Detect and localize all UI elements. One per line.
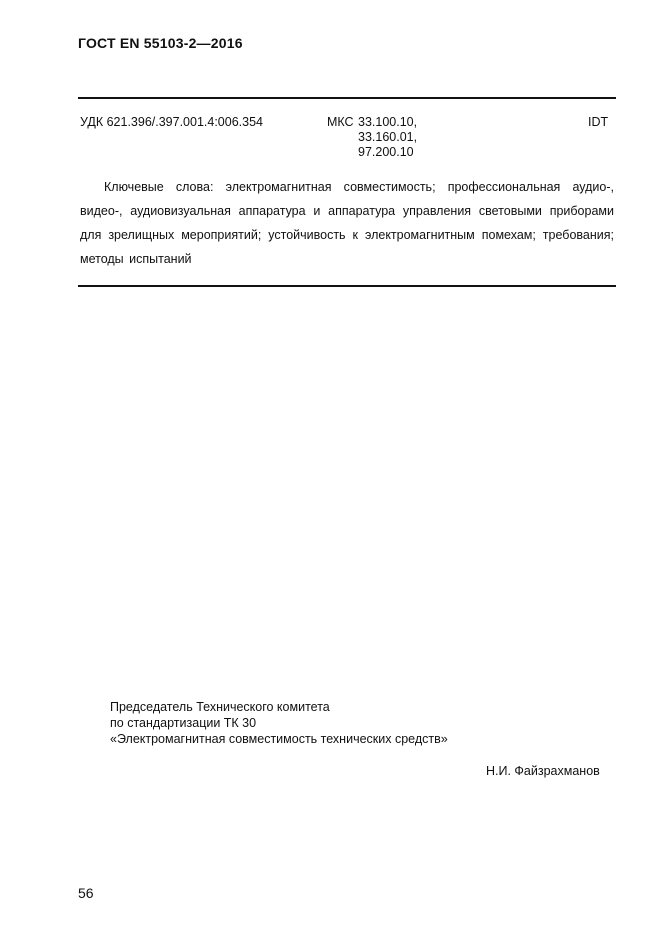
top-divider: [78, 97, 616, 99]
chair-committee-name-line: «Электромагнитная совместимость технических средств»: [110, 732, 448, 746]
bottom-divider: [78, 285, 616, 287]
committee-chair-block: [110, 699, 448, 747]
mks-code: 97.200.10: [358, 145, 414, 159]
mks-codes: [358, 115, 417, 160]
mks-code: 33.100.10,: [358, 115, 418, 129]
chair-title-line: Председатель Технического комитета: [110, 700, 330, 714]
mks-code: 33.160.01,: [358, 130, 418, 144]
page-number: 56: [78, 885, 94, 901]
signer-name: Н.И. Файзрахманов: [486, 764, 600, 778]
standard-designation: ГОСТ EN 55103-2—2016: [78, 35, 243, 51]
keywords-paragraph: Ключевые слова: электромагнитная совместимость; профессиональная аудио-, видео-, аудиовизуальная аппаратура и аппаратура управления световыми приборами для зрелищных мероприятий; устойчивость к электромагнитным помехам; требования; методы испытаний: [80, 180, 614, 266]
udk-code: УДК 621.396/.397.001.4:006.354: [80, 115, 263, 129]
idt-marker: IDT: [588, 115, 609, 129]
chair-committee-line: по стандартизации ТК 30: [110, 716, 257, 730]
mks-label: МКС: [327, 115, 354, 129]
